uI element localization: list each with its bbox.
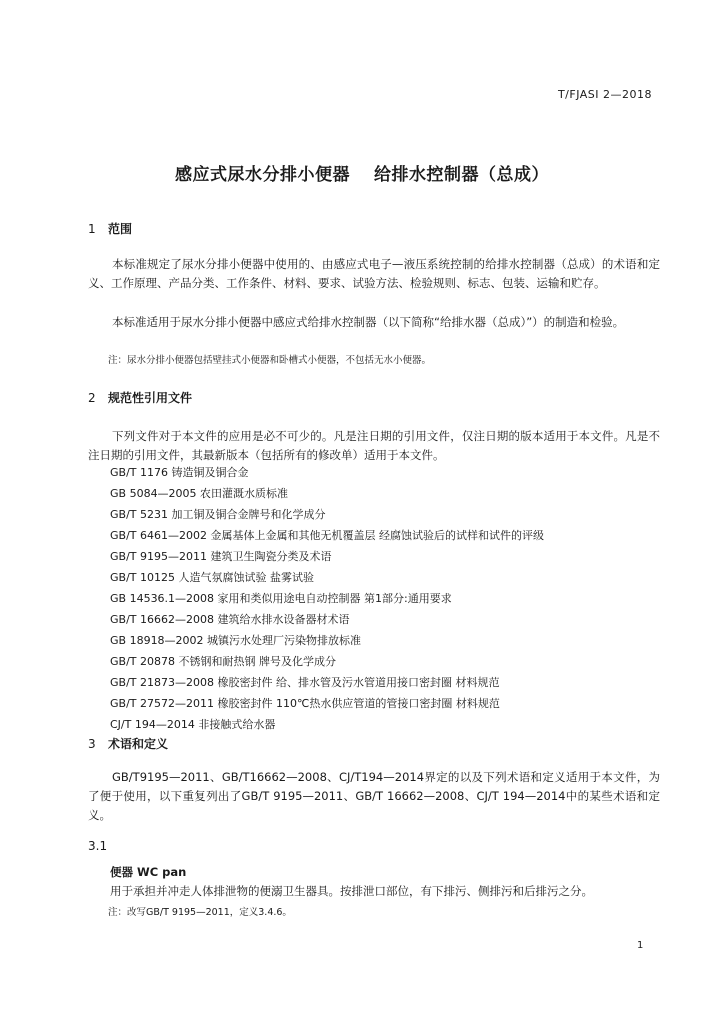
document-code: T/FJASI 2—2018 xyxy=(557,88,652,101)
section-number: 2 xyxy=(88,391,96,405)
reference-item: GB/T 1176 铸造铜及铜合金 xyxy=(110,466,249,479)
term-definition: 用于承担并冲走人体排泄物的便溺卫生器具。按排泄口部位，有下排污、侧排污和后排污之分。 xyxy=(110,884,593,898)
subsection-number: 3.1 xyxy=(88,839,108,853)
reference-item: GB 5084—2005 农田灌溉水质标准 xyxy=(110,487,289,500)
section-title: 规范性引用文件 xyxy=(108,391,193,405)
document-title xyxy=(0,160,724,185)
title-part-2: 给排水控制器（总成） xyxy=(374,165,549,185)
section-number: 3 xyxy=(88,737,96,751)
section-title: 术语和定义 xyxy=(108,737,169,751)
scope-paragraph-1: 本标准规定了尿水分排小便器中使用的、由感应式电子—液压系统控制的给排水控制器（总成）的术语和定义、工作原理、产品分类、工作条件、材料、要求、试验方法、检验规则、标志、包装、运输和贮存。 xyxy=(88,257,660,290)
reference-item: GB/T 6461—2002 金属基体上金属和其他无机覆盖层 经腐蚀试验后的试样和试件的评级 xyxy=(110,529,544,542)
section-1-heading xyxy=(88,220,132,237)
term-note: 注：改写GB/T 9195—2011，定义3.4.6。 xyxy=(108,907,292,918)
section-number: 1 xyxy=(88,222,96,236)
term-name: 便器 WC pan xyxy=(110,865,187,879)
reference-item: GB 14536.1—2008 家用和类似用途电自动控制器 第1部分:通用要求 xyxy=(110,592,452,605)
reference-item: GB/T 10125 人造气氛腐蚀试验 盐雾试验 xyxy=(110,571,314,584)
section-3-heading xyxy=(88,735,168,752)
reference-item: GB/T 9195—2011 建筑卫生陶瓷分类及术语 xyxy=(110,550,332,563)
reference-item: GB/T 27572—2011 橡胶密封件 110℃热水供应管道的管接口密封圈 材料规范 xyxy=(110,697,500,710)
title-part-1: 感应式尿水分排小便器 xyxy=(175,165,350,185)
page-number: 1 xyxy=(637,940,644,951)
reference-item: GB/T 20878 不锈钢和耐热钢 牌号及化学成分 xyxy=(110,655,336,668)
reference-item: GB/T 16662—2008 建筑给水排水设备器材术语 xyxy=(110,613,350,626)
reference-item: GB/T 21873—2008 橡胶密封件 给、排水管及污水管道用接口密封圈 材料规范 xyxy=(110,676,500,689)
section-2-heading xyxy=(88,389,192,406)
scope-paragraph-2: 本标准适用于尿水分排小便器中感应式给排水控制器（以下简称“给排水器（总成）”）的制造和检验。 xyxy=(112,315,625,329)
reference-item: CJ/T 194—2014 非接触式给水器 xyxy=(110,718,276,731)
references-paragraph: 下列文件对于本文件的应用是必不可少的。凡是注日期的引用文件，仅注日期的版本适用于本文件。凡是不注日期的引用文件，其最新版本（包括所有的修改单）适用于本文件。 xyxy=(88,429,660,462)
reference-item: GB/T 5231 加工铜及铜合金牌号和化学成分 xyxy=(110,508,326,521)
section-title: 范围 xyxy=(108,222,133,236)
scope-note: 注：尿水分排小便器包括壁挂式小便器和卧槽式小便器，不包括无水小便器。 xyxy=(108,355,432,366)
terms-paragraph: GB/T9195—2011、GB/T16662—2008、CJ/T194—2014界定的以及下列术语和定义适用于本文件，为了便于使用，以下重复列出了GB/T 9195—2011、GB/T 16662—2008、CJ/T 194—2014中的某些术语和定义。 xyxy=(88,770,660,822)
reference-item: GB 18918—2002 城镇污水处理厂污染物排放标准 xyxy=(110,634,362,647)
